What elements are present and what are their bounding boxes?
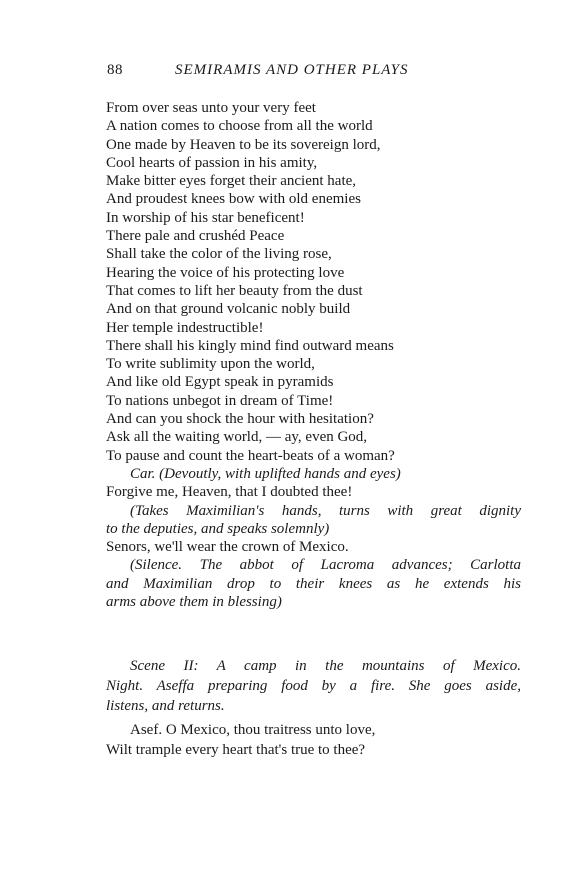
verse-line: And proudest knees bow with old enemies (106, 191, 361, 208)
scene-heading-line: listens, and returns. (106, 698, 225, 714)
scene-heading-line: Scene II: A camp in the mountains of Mexico. (130, 658, 521, 674)
stage-direction-line: and Maximilian drop to their knees as he extends his (106, 575, 521, 592)
stage-direction-line: arms above them in blessing) (106, 594, 282, 611)
verse-speech (106, 99, 521, 465)
verse-line: Her temple indestructible! (106, 319, 264, 336)
stage-direction-line: (Takes Maximilian's hands, turns with great dignity (130, 502, 521, 519)
scene-two (106, 656, 521, 760)
scene-heading-line: Night. Aseffa preparing food by a fire. She goes aside, (106, 678, 521, 694)
verse-line: That comes to lift her beauty from the dust (106, 282, 363, 299)
verse-line: There shall his kingly mind find outward means (106, 337, 394, 354)
verse-line: Cool hearts of passion in his amity, (106, 154, 318, 171)
verse-line: To nations unbegot in dream of Time! (106, 392, 334, 409)
asef-line: Wilt trample every heart that's true to thee? (106, 742, 366, 758)
maximilian-line: Senors, we'll wear the crown of Mexico. (106, 539, 349, 556)
verse-line: Hearing the voice of his protecting love (106, 264, 345, 281)
stage-direction-line: to the deputies, and speaks solemnly) (106, 520, 330, 537)
verse-line: And on that ground volcanic nobly build (106, 301, 351, 318)
verse-line: Shall take the color of the living rose, (106, 246, 332, 263)
verse-line: A nation comes to choose from all the world (106, 118, 373, 135)
carlotta-line: Forgive me, Heaven, that I doubted thee! (106, 484, 353, 501)
verse-line: From over seas unto your very feet (106, 100, 316, 116)
page-header (107, 62, 519, 82)
verse-line: Ask all the waiting world, — ay, even God, (106, 429, 368, 446)
page-number: 88 (107, 62, 123, 78)
verse-line: One made by Heaven to be its sovereign lord, (106, 136, 381, 153)
asef-line: Asef. O Mexico, thou traitress unto love, (130, 722, 376, 738)
verse-line: To pause and count the heart-beats of a woman? (106, 447, 395, 464)
verse-line: Make bitter eyes forget their ancient hate, (106, 173, 357, 190)
dialogue-block (106, 99, 521, 611)
verse-line: To write sublimity upon the world, (106, 356, 315, 373)
verse-line: In worship of his star beneficent! (106, 209, 305, 226)
carlotta-stage-direction: Car. (Devoutly, with uplifted hands and eyes) (130, 465, 401, 482)
verse-line: And like old Egypt speak in pyramids (106, 374, 334, 391)
verse-line: There pale and crushéd Peace (106, 228, 285, 245)
stage-direction-line: (Silence. The abbot of Lacroma advances; Carlotta (130, 557, 521, 574)
running-title: SEMIRAMIS AND OTHER PLAYS (175, 62, 409, 78)
verse-line: And can you shock the hour with hesitation? (106, 411, 374, 428)
